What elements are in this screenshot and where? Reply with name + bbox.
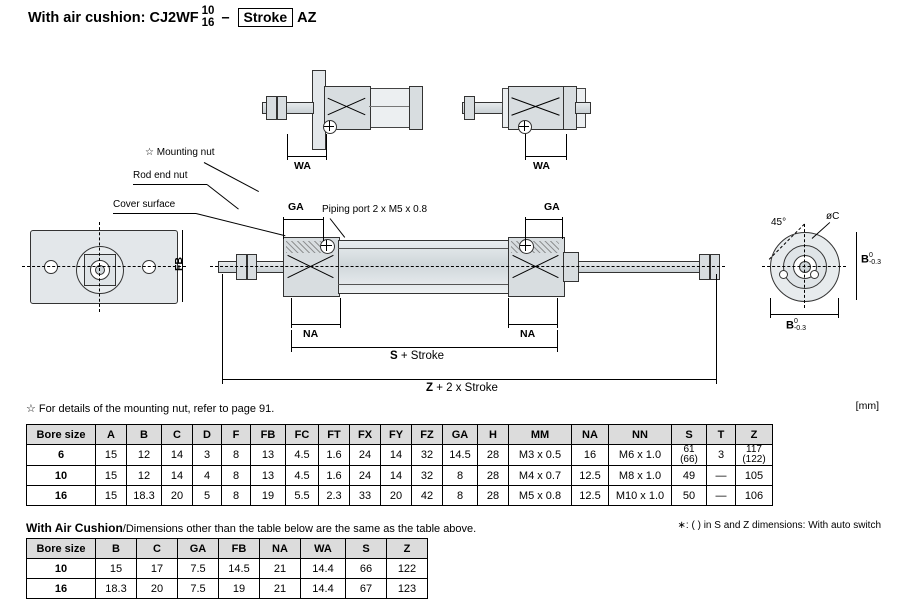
main-left-port-cross-v: [326, 240, 327, 251]
cover-surface-underline: [113, 213, 196, 214]
right-end-view-core: [799, 261, 811, 273]
auto-switch-note: ∗: ( ) in S and Z dimensions: With auto switch: [677, 520, 881, 531]
cell-h: 28: [478, 466, 509, 486]
main-left-nut-1: [236, 254, 247, 280]
cell-z: 123: [387, 579, 428, 599]
wa-right-ext-2: [566, 134, 567, 160]
cushion-table-body: [27, 559, 428, 599]
cell-wa: 14.4: [301, 559, 346, 579]
wa-left-dim-line: [287, 156, 327, 157]
end-view-centerline-h: [22, 266, 186, 267]
wa-left-label: WA: [294, 160, 311, 172]
title-stroke-box: Stroke: [238, 8, 294, 27]
cell-fy: 20: [381, 486, 412, 506]
col-header-fy: FY: [381, 425, 412, 445]
mounting-nut-label: ☆ Mounting nut: [145, 147, 215, 158]
title-fraction-bottom: 16: [201, 16, 215, 29]
cell-c: 14: [162, 445, 193, 466]
cushion-col-header-bore-size: Bore size: [27, 539, 96, 559]
na-left-ext-1: [291, 298, 292, 328]
mounting-nut-note: ☆ For details of the mounting nut, refer to page 91.: [26, 403, 275, 415]
cell-nn: M6 x 1.0: [609, 445, 672, 466]
main-right-rod: [563, 261, 715, 273]
end-view-hole-right: [142, 260, 156, 274]
table-body: [27, 445, 773, 506]
cell-na: 12.5: [572, 486, 609, 506]
cushion-table-title-bold: With Air Cushion: [26, 521, 123, 535]
col-header-h: H: [478, 425, 509, 445]
cell-bore-size: 10: [27, 466, 96, 486]
ga-right-ext-1: [525, 217, 526, 241]
cushion-table-header-row: [27, 539, 428, 559]
title-dash: –: [221, 9, 230, 26]
dia-c-label: øC: [826, 211, 840, 222]
col-header-na: NA: [572, 425, 609, 445]
cell-ft: 2.3: [319, 486, 350, 506]
title-fraction: [202, 6, 215, 29]
cell-mm: M3 x 0.5: [509, 445, 572, 466]
cell-fy: 14: [381, 466, 412, 486]
cell-c: 14: [162, 466, 193, 486]
na-left-label: NA: [303, 328, 319, 340]
b-right-label: [861, 252, 881, 267]
main-right-port-icon: [519, 239, 534, 254]
b-bottom-main: B: [786, 319, 794, 332]
z-stroke-ext-2: [716, 274, 717, 384]
cell-z: 117 (122): [736, 445, 773, 466]
main-right-port-cross-v: [525, 240, 526, 251]
cell-mm: M5 x 0.8: [509, 486, 572, 506]
wa-left-ext-2: [326, 134, 327, 160]
top-right-port-icon: [518, 120, 532, 134]
cell-fc: 4.5: [286, 466, 319, 486]
cover-surface-label: Cover surface: [113, 199, 176, 210]
wa-left-ext-1: [287, 134, 288, 160]
cushion-dimensions-table: [26, 538, 428, 599]
cushion-col-header-c: C: [137, 539, 178, 559]
wa-right-dim-line: [525, 156, 567, 157]
cell-c: 20: [162, 486, 193, 506]
na-left-dim-line: [291, 324, 341, 325]
b-bottom-dim-line: [770, 314, 838, 315]
main-barrel-bottom-line: [338, 284, 508, 285]
title-suffix: AZ: [297, 9, 317, 26]
col-header-s: S: [672, 425, 707, 445]
na-right-label: NA: [520, 328, 536, 340]
b-right-main: B: [861, 253, 869, 266]
b-bottom-label: [786, 318, 806, 333]
cell-d: 4: [193, 466, 222, 486]
cell-s: 49: [672, 466, 707, 486]
b-bottom-sub: -0.3: [793, 325, 807, 333]
table-row: [27, 559, 428, 579]
main-right-cap: [563, 252, 579, 282]
cell-a: 15: [96, 486, 127, 506]
cover-surface-leader: [196, 213, 286, 236]
cell-na: 16: [572, 445, 609, 466]
main-barrel-top-line: [338, 248, 508, 249]
col-header-mm: MM: [509, 425, 572, 445]
s-stroke-ext-1: [291, 330, 292, 352]
z-stroke-label-rest: + 2 x Stroke: [433, 382, 498, 394]
cell-fc: 5.5: [286, 486, 319, 506]
col-header-fx: FX: [350, 425, 381, 445]
cell-c: 17: [137, 559, 178, 579]
col-header-bore-size: Bore size: [27, 425, 96, 445]
top-left-port-icon: [323, 120, 337, 134]
cell-fb: 19: [251, 486, 286, 506]
table-row: [27, 445, 773, 466]
ga-right-dim-line: [525, 219, 563, 220]
col-header-nn: NN: [609, 425, 672, 445]
cushion-col-header-fb: FB: [219, 539, 260, 559]
cell-fb: 13: [251, 466, 286, 486]
cell-a: 15: [96, 466, 127, 486]
s-stroke-label: [390, 350, 444, 362]
cushion-col-header-wa: WA: [301, 539, 346, 559]
cell-nn: M10 x 1.0: [609, 486, 672, 506]
cell-h: 28: [478, 486, 509, 506]
cell-fy: 14: [381, 445, 412, 466]
col-header-d: D: [193, 425, 222, 445]
cell-s: 61 (66): [672, 445, 707, 466]
cell-fc: 4.5: [286, 445, 319, 466]
ga-left-dim-line: [283, 219, 323, 220]
top-right-tail-rod: [575, 102, 591, 114]
b-bottom-ext-1: [770, 298, 771, 318]
cushion-col-header-ga: GA: [178, 539, 219, 559]
cell-h: 28: [478, 445, 509, 466]
cell-fz: 32: [412, 466, 443, 486]
cushion-col-header-z: Z: [387, 539, 428, 559]
cell-z: 122: [387, 559, 428, 579]
cell-bore-size: 10: [27, 559, 96, 579]
rod-end-nut-label: Rod end nut: [133, 170, 188, 181]
col-header-c: C: [162, 425, 193, 445]
cell-wa: 14.4: [301, 579, 346, 599]
col-header-fz: FZ: [412, 425, 443, 445]
right-end-view-hole-1: [779, 270, 788, 279]
b-right-sup: 0: [868, 252, 873, 259]
b-bottom-ext-2: [838, 298, 839, 318]
col-header-t: T: [707, 425, 736, 445]
unit-label: [mm]: [855, 400, 879, 412]
na-right-ext-1: [508, 298, 509, 328]
right-end-view-hole-2: [810, 270, 819, 279]
s-stroke-dim-line: [291, 347, 558, 348]
cell-f: 8: [222, 445, 251, 466]
top-right-head-cover: [508, 86, 565, 130]
col-header-ft: FT: [319, 425, 350, 445]
b-bottom-sup: 0: [793, 318, 798, 325]
title-prefix: With air cushion: CJ2WF: [28, 9, 199, 26]
cushion-table-title-rest: /Dimensions other than the table below are the same as the table above.: [122, 523, 477, 535]
b-right-dim-line: [856, 232, 857, 300]
cell-c: 20: [137, 579, 178, 599]
cell-t: 3: [707, 445, 736, 466]
cell-bore-size: 16: [27, 579, 96, 599]
top-left-nut-a: [266, 96, 277, 120]
s-stroke-label-rest: + Stroke: [397, 350, 445, 362]
top-right-port-cross-v: [524, 121, 525, 131]
table-row: [27, 579, 428, 599]
cushion-table-title: [26, 521, 476, 535]
page-title: [28, 6, 316, 29]
cell-ga: 7.5: [178, 559, 219, 579]
col-header-f: F: [222, 425, 251, 445]
na-right-ext-2: [557, 298, 558, 328]
s-stroke-label-bold: S: [390, 350, 398, 362]
cell-a: 15: [96, 445, 127, 466]
angle-label: 45°: [771, 217, 787, 228]
ga-left-label: GA: [288, 201, 304, 213]
cell-ga: 8: [443, 466, 478, 486]
main-right-nut-2: [710, 254, 720, 280]
col-header-z: Z: [736, 425, 773, 445]
cell-fz: 32: [412, 445, 443, 466]
rod-end-nut-underline: [133, 184, 207, 185]
main-left-port-icon: [320, 239, 335, 254]
col-header-fc: FC: [286, 425, 319, 445]
na-right-dim-line: [508, 324, 558, 325]
cell-fx: 24: [350, 466, 381, 486]
cell-na: 21: [260, 579, 301, 599]
ga-right-label: GA: [544, 201, 560, 213]
cell-z: 106: [736, 486, 773, 506]
wa-right-label: WA: [533, 160, 550, 172]
ga-left-ext-2: [323, 217, 324, 241]
cell-bore-size: 16: [27, 486, 96, 506]
cell-f: 8: [222, 466, 251, 486]
wa-right-ext-1: [525, 134, 526, 160]
table-header-row: [27, 425, 773, 445]
col-header-fb: FB: [251, 425, 286, 445]
title-fraction-top: 10: [201, 5, 215, 17]
cell-d: 5: [193, 486, 222, 506]
cell-ga: 7.5: [178, 579, 219, 599]
cell-d: 3: [193, 445, 222, 466]
cell-fz: 42: [412, 486, 443, 506]
end-view-centerline-v: [99, 222, 100, 312]
cell-b: 12: [127, 466, 162, 486]
top-left-nut-b: [277, 96, 287, 120]
na-left-ext-2: [340, 298, 341, 328]
cell-fb: 19: [219, 579, 260, 599]
cell-s: 67: [346, 579, 387, 599]
col-header-a: A: [96, 425, 127, 445]
cell-b: 18.3: [96, 579, 137, 599]
z-stroke-label: [426, 382, 498, 394]
fb-label: FB: [173, 257, 185, 271]
cell-b: 18.3: [127, 486, 162, 506]
top-left-port-cross-v: [329, 121, 330, 131]
table-row: [27, 486, 773, 506]
cell-f: 8: [222, 486, 251, 506]
z-stroke-dim-line: [222, 379, 717, 380]
top-right-nut-a: [464, 96, 475, 120]
main-centerline: [210, 266, 725, 267]
top-left-body-center-line: [369, 106, 409, 107]
cell-fx: 24: [350, 445, 381, 466]
cell-ft: 1.6: [319, 445, 350, 466]
top-left-rear-cap: [409, 86, 423, 130]
cell-mm: M4 x 0.7: [509, 466, 572, 486]
cell-b: 12: [127, 445, 162, 466]
cushion-col-header-b: B: [96, 539, 137, 559]
ga-left-ext-1: [283, 217, 284, 239]
ga-right-ext-2: [562, 217, 563, 239]
cell-bore-size: 6: [27, 445, 96, 466]
main-right-nut-1: [699, 254, 710, 280]
technical-drawing: [0, 34, 897, 394]
right-end-centerline-v: [804, 224, 805, 308]
cell-nn: M8 x 1.0: [609, 466, 672, 486]
cell-na: 12.5: [572, 466, 609, 486]
cell-fb: 14.5: [219, 559, 260, 579]
end-view-hole-left: [44, 260, 58, 274]
cushion-col-header-na: NA: [260, 539, 301, 559]
cell-t: —: [707, 466, 736, 486]
cell-ga: 8: [443, 486, 478, 506]
b-right-sub: -0.3: [868, 259, 882, 267]
table-row: [27, 466, 773, 486]
main-dimensions-table: [26, 424, 773, 506]
cell-fb: 13: [251, 445, 286, 466]
piping-port-label: Piping port 2 x M5 x 0.8: [322, 204, 428, 215]
cell-b: 15: [96, 559, 137, 579]
cell-z: 105: [736, 466, 773, 486]
cell-t: —: [707, 486, 736, 506]
col-header-ga: GA: [443, 425, 478, 445]
main-left-nut-2: [247, 254, 257, 280]
cell-s: 66: [346, 559, 387, 579]
rod-end-nut-leader: [207, 184, 239, 209]
z-stroke-label-bold: Z: [426, 382, 434, 394]
cell-fx: 33: [350, 486, 381, 506]
cell-ga: 14.5: [443, 445, 478, 466]
s-stroke-ext-2: [557, 330, 558, 352]
cell-s: 50: [672, 486, 707, 506]
col-header-b: B: [127, 425, 162, 445]
cell-na: 21: [260, 559, 301, 579]
cell-ft: 1.6: [319, 466, 350, 486]
z-stroke-ext-1: [222, 274, 223, 384]
piping-port-leader: [330, 218, 346, 238]
cushion-col-header-s: S: [346, 539, 387, 559]
